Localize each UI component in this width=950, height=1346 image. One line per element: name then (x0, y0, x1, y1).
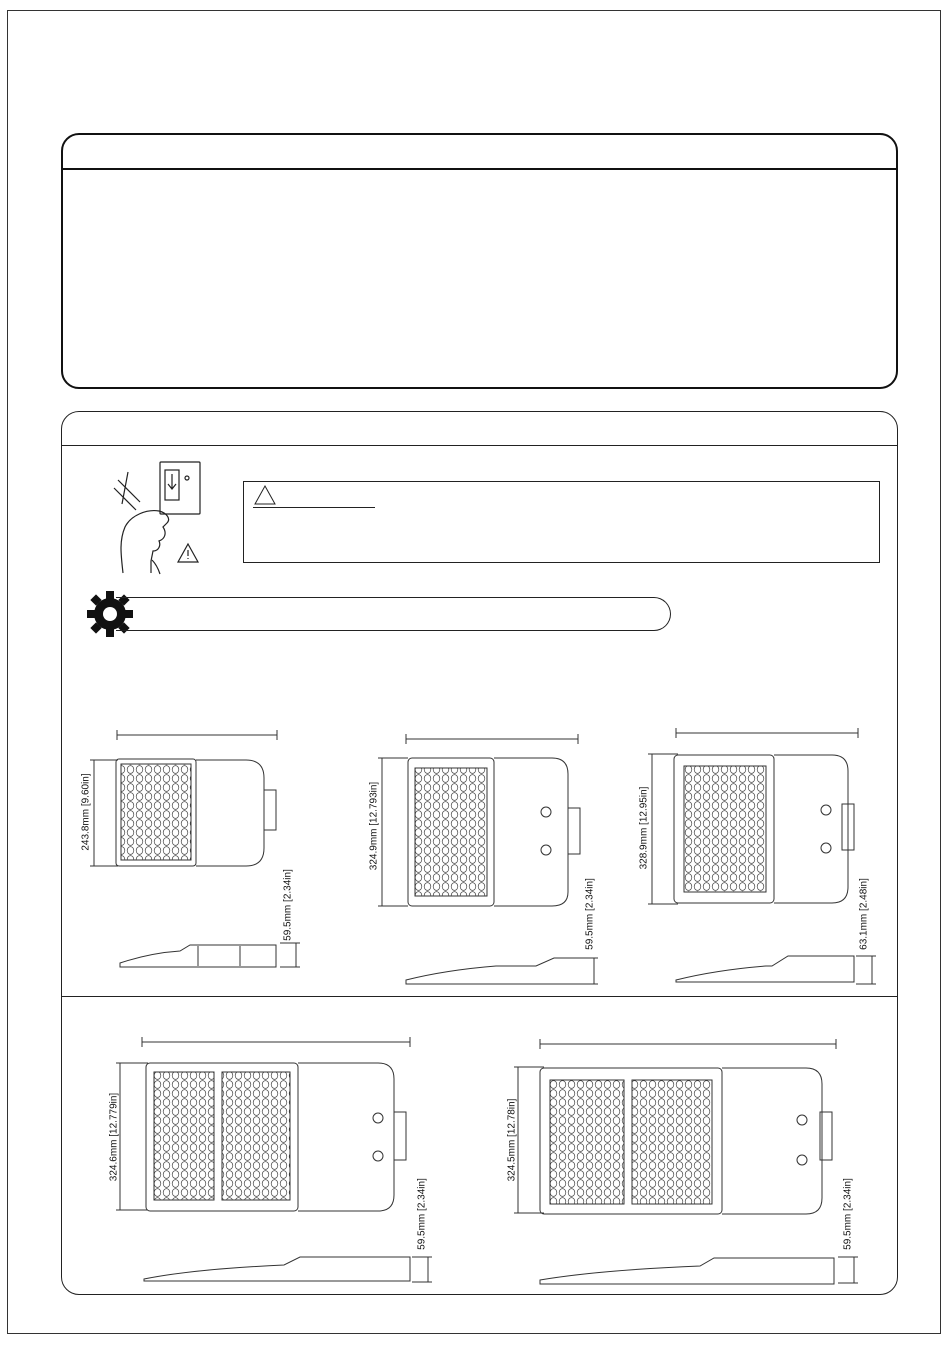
fixture-b-drawing (378, 734, 598, 984)
dim-e-height: 324.5mm [12.78in] (506, 1098, 518, 1182)
dim-e-depth: 59.5mm [2.34in] (842, 1178, 854, 1250)
dim-a-height: 243.8mm [9.60in] (80, 773, 92, 851)
power-switch-off-icon (114, 462, 200, 574)
tools-banner (116, 597, 671, 631)
dim-b-depth: 59.5mm [2.34in] (584, 878, 596, 950)
dim-c-height: 328.9mm [12.95in] (638, 786, 650, 870)
dim-b-height: 324.9mm [12.793in] (368, 781, 380, 871)
warning-underline (253, 507, 375, 508)
dim-d-height: 324.6mm [12.779in] (108, 1092, 120, 1182)
fixture-d-drawing (116, 1037, 432, 1282)
fixture-e-drawing (514, 1039, 858, 1284)
dim-c-depth: 63.1mm [2.48in] (858, 878, 870, 950)
warning-box (243, 481, 880, 563)
dim-d-depth: 59.5mm [2.34in] (416, 1178, 428, 1250)
dim-a-depth: 59.5mm [2.34in] (282, 869, 294, 941)
fixture-a-drawing (90, 730, 300, 967)
fixture-c-drawing (648, 728, 876, 984)
